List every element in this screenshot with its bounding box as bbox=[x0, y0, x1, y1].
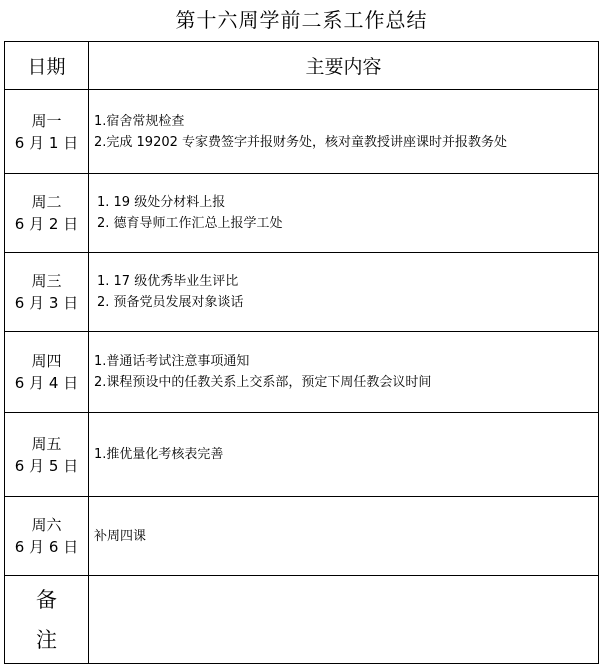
task-item: 1.宿舍常规检查 bbox=[94, 113, 185, 129]
date-label: 6 月 4 日 bbox=[14, 374, 79, 392]
content-cell bbox=[89, 413, 599, 497]
content-cell bbox=[89, 497, 599, 576]
task-item: 1.普通话考试注意事项通知 bbox=[94, 354, 250, 369]
weekday-label: 周五 bbox=[31, 434, 62, 453]
content-cell bbox=[89, 332, 599, 413]
weekday-label: 周二 bbox=[31, 193, 62, 211]
date-column-header: 日期 bbox=[5, 42, 89, 90]
table-row bbox=[5, 497, 599, 576]
date-label: 6 月 2 日 bbox=[14, 215, 79, 233]
task-item: 1. 17 级优秀毕业生评比 bbox=[97, 274, 239, 289]
document-title: 第十六周学前二系工作总结 bbox=[175, 8, 428, 32]
task-item: 1.推优量化考核表完善 bbox=[94, 447, 224, 462]
weekday-label: 周四 bbox=[31, 352, 62, 370]
date-cell bbox=[5, 174, 89, 253]
date-cell bbox=[5, 497, 89, 576]
content-cell bbox=[89, 174, 599, 253]
content-cell bbox=[89, 253, 599, 332]
remarks-row bbox=[5, 576, 599, 664]
table-row bbox=[5, 413, 599, 497]
task-item: 2. 德育导师工作汇总上报学工处 bbox=[97, 216, 283, 231]
date-cell bbox=[5, 253, 89, 332]
content-column-header: 主要内容 bbox=[89, 42, 599, 90]
weekday-label: 周六 bbox=[31, 516, 62, 534]
task-item: 2.课程预设中的任教关系上交系部，预定下周任教会议时间 bbox=[94, 375, 432, 390]
date-cell bbox=[5, 90, 89, 174]
task-item: 2. 预备党员发展对象谈话 bbox=[97, 295, 244, 310]
date-cell bbox=[5, 332, 89, 413]
remarks-label-line: 备 bbox=[36, 587, 57, 612]
remarks-label bbox=[5, 576, 89, 664]
remarks-label-line: 注 bbox=[36, 627, 57, 652]
remarks-content-cell[interactable] bbox=[89, 576, 599, 664]
date-label: 6 月 5 日 bbox=[14, 456, 79, 475]
weekday-label: 周三 bbox=[31, 272, 62, 290]
table-row bbox=[5, 174, 599, 253]
task-item: 补周四课 bbox=[94, 528, 147, 544]
date-label: 6 月 3 日 bbox=[14, 294, 79, 312]
task-item: 2.完成 19202 专家费签字并报财务处，核对童教授讲座课时并报教务处 bbox=[94, 134, 508, 150]
date-label: 6 月 1 日 bbox=[14, 133, 79, 152]
weekly-summary-table bbox=[4, 41, 599, 664]
table-header-row bbox=[5, 42, 599, 90]
task-item: 1. 19 级处分材料上报 bbox=[97, 195, 226, 210]
date-cell bbox=[5, 413, 89, 497]
table-row bbox=[5, 253, 599, 332]
date-label: 6 月 6 日 bbox=[14, 538, 79, 556]
weekday-label: 周一 bbox=[31, 111, 62, 130]
content-cell bbox=[89, 90, 599, 174]
table-row bbox=[5, 90, 599, 174]
table-row bbox=[5, 332, 599, 413]
